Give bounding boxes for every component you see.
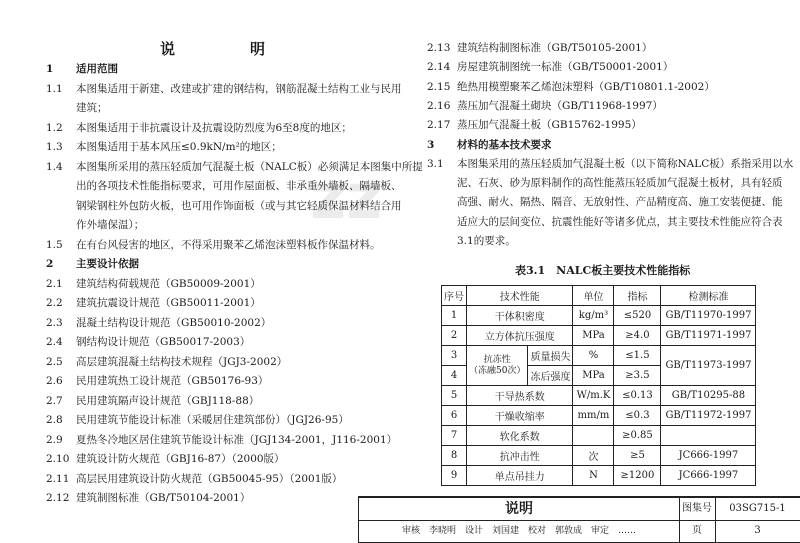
text-line [46, 180, 402, 193]
clause-text: 民用建筑节能设计标准（采暖居住建筑部份）（JGJ26-95） [76, 414, 349, 426]
text-line [46, 200, 402, 213]
text-line [46, 473, 342, 486]
text-line [46, 336, 250, 349]
text-line [46, 375, 268, 388]
text-line [46, 141, 282, 154]
text-line [46, 239, 381, 252]
clause-text: 高强、耐火、隔热、隔音、无放射性、产品精度高、施工安装便捷、能 [457, 196, 783, 209]
watermark: zz [310, 160, 383, 233]
title-block [358, 496, 800, 543]
clause-text: 民用建筑隔声设计规范（GBJ118-88） [76, 394, 260, 407]
text-line [46, 122, 352, 135]
text-line [427, 81, 715, 94]
clause-text: 建筑抗震设计规范（GB50011-2001） [76, 297, 261, 309]
text-line [46, 317, 271, 330]
clause-number: 2.12 [46, 492, 70, 504]
th-std: 检测标准 [661, 286, 756, 306]
clause-text: 作外墙保温）； [76, 219, 145, 231]
clause-text: 高层建筑混凝土结构技术规程（JGJ3-2002） [76, 355, 288, 368]
text-line [46, 219, 144, 232]
clause-number: 2 [46, 258, 54, 270]
clause-number: 3.1 [427, 157, 444, 170]
clause-text: 出的各项技术性能指标要求，可用作屋面板、非承重外墙板、隔墙板、 [76, 180, 402, 192]
text-line [427, 177, 783, 190]
clause-text: 夏热冬冷地区居住建筑节能设计标准（JGJ134-2001，J116-2001） [76, 433, 398, 446]
text-line [46, 492, 250, 505]
clause-number: 2.9 [46, 433, 63, 446]
clause-text: 本图集适用于新建、改建或扩建的钢结构，钢筋混凝土结构工业与民用 [76, 82, 402, 95]
text-line [46, 453, 285, 466]
text-line [46, 83, 402, 96]
table-header-row [442, 286, 756, 306]
text-line [46, 356, 287, 369]
clause-text: 房屋建筑制图统一标准（GB/T50001-2001） [457, 61, 674, 74]
clause-text: 本图集适用于非抗震设计及抗震设防烈度为6至8度的地区； [76, 121, 352, 134]
clause-text: 蒸压加气混凝土板（GB15762-1995） [457, 119, 642, 132]
table-row: 5 干导热系数 W/m.K ≤0.13 GB/T10295-88 [442, 386, 756, 406]
clause-text: 民用建筑热工设计规范（GB50176-93） [76, 375, 269, 387]
clause-number: 1.3 [46, 141, 63, 153]
section-heading [46, 63, 118, 76]
table-row: 6 干燥收缩率 mm/m ≤0.3 GB/T11972-1997 [442, 406, 756, 426]
clause-text: 钢结构设计规范（GB50017-2003） [76, 336, 251, 348]
table-row: 3 抗冻性 （冻融50次） 质量损失 % ≤1.5 GB/T11973-1997 [442, 346, 756, 366]
clause-text: 在有台风侵害的地区，不得采用聚苯乙烯泡沫塑料板作保温材料。 [76, 238, 381, 251]
clause-number: 2.11 [46, 472, 70, 485]
clause-number: 2.14 [427, 61, 451, 74]
clause-text: 建筑结构制图标准（GB/T50105-2001） [457, 42, 653, 54]
text-line [427, 61, 673, 74]
clause-number: 1.5 [46, 238, 63, 251]
clause-text: 钢梁钢柱外包防火板，也可用作饰面板（或与其它轻质保温材料结合用 [76, 199, 402, 212]
table-row: 4 冻后强度 MPa ≥3.5 [442, 366, 756, 386]
clause-number: 3 [427, 138, 435, 151]
clause-number: 2.10 [46, 453, 70, 465]
page-title: 说 明 [160, 40, 296, 58]
text-line [46, 278, 261, 291]
text-line [46, 395, 259, 408]
clause-text: 建筑结构荷载规范（GB50009-2001） [76, 277, 261, 290]
th-prop: 技术性能 [467, 286, 573, 306]
clause-number: 2.8 [46, 414, 63, 426]
clause-text: 高层民用建筑设计防火规范（GB50045-95）（2001版） [76, 472, 343, 485]
clause-text: 3.1的要求。 [457, 235, 516, 247]
clause-text: 泥、石灰、砂为原料制作的高性能蒸压轻质加气混凝土板材，具有轻质 [457, 177, 783, 190]
table-row: 8 抗冲击性 次 ≥5 JC666-1997 [442, 446, 756, 466]
text-line [427, 42, 652, 55]
table-caption: 表3.1 NALC板主要技术性能指标 [515, 264, 691, 277]
text-line [427, 216, 783, 229]
text-line [427, 119, 642, 132]
section-heading [46, 258, 139, 271]
clause-text: 适应大的层间变位、抗震性能好等诸多优点，其主要技术性能应符合表 [457, 215, 783, 228]
titleblock-name: 说明 [359, 498, 680, 521]
clause-number: 1 [46, 63, 54, 75]
text-line [46, 297, 261, 310]
text-line [46, 434, 397, 447]
text-line [427, 196, 783, 209]
clause-number: 2.1 [46, 277, 63, 290]
clause-number: 2.5 [46, 355, 63, 368]
table-row: 9 单点吊挂力 N ≥1200 JC666-1997 [442, 466, 756, 486]
clause-number: 2.2 [46, 297, 63, 309]
clause-number: 2.15 [427, 80, 451, 93]
clause-text: 建筑； [76, 102, 108, 114]
table-row: 1 干体积密度 kg/m³ ≤520 GB/T11970-1997 [442, 306, 756, 326]
clause-number: 2.6 [46, 375, 63, 387]
clause-text: 混凝土结构设计规范（GB50010-2002） [76, 316, 272, 329]
clause-text: 蒸压加气混凝土砌块（GB/T11968-1997） [457, 99, 663, 112]
clause-number: 2.4 [46, 336, 63, 348]
page-number: 3 [715, 520, 800, 543]
atlas-number: 03SG715-1 [715, 498, 800, 521]
clause-text: 适用范围 [76, 63, 118, 75]
th-unit: 单位 [573, 286, 614, 306]
text-line [427, 158, 793, 171]
text-line [46, 161, 423, 174]
clause-text: 建筑设计防火规范（GBJ16-87）（2000版） [76, 453, 285, 465]
clause-number: 2.7 [46, 394, 63, 407]
clause-text: 本图集适用于基本风压≤0.9kN/m²的地区； [76, 141, 282, 153]
clause-number: 1.4 [46, 160, 63, 173]
clause-number: 1.2 [46, 121, 63, 134]
clause-text: 本图集所采用的蒸压轻质加气混凝土板（NALC板）必须满足本图集中所提 [76, 160, 423, 173]
table-row: 2 立方体抗压强度 MPa ≥4.0 GB/T11971-1997 [442, 326, 756, 346]
clause-text: 建筑制图标准（GB/T50104-2001） [76, 492, 251, 504]
atlas-label: 图集号 [679, 498, 716, 521]
text-line [427, 235, 516, 248]
text-line [46, 102, 108, 115]
spec-table [441, 285, 756, 486]
clause-text: 绝热用模塑聚苯乙烯泡沫塑料（GB/T10801.1-2002） [457, 80, 715, 93]
clause-number: 2.3 [46, 316, 63, 329]
clause-number: 2.17 [427, 119, 451, 132]
page-label: 页 [679, 520, 716, 543]
section-heading [427, 139, 552, 152]
clause-number: 2.16 [427, 99, 451, 112]
text-line [46, 414, 349, 427]
clause-number: 2.13 [427, 42, 451, 54]
frost-label: 抗冻性 （冻融50次） [467, 346, 528, 386]
text-line [427, 100, 663, 113]
th-idx: 指标 [614, 286, 661, 306]
th-no: 序号 [442, 286, 467, 306]
clause-text: 材料的基本技术要求 [457, 138, 552, 151]
clause-text: 本图集采用的蒸压轻质加气混凝土板（以下简称NALC板）系指采用以水 [457, 157, 794, 170]
table-row: 7 软化系数 ≥0.85 [442, 426, 756, 446]
clause-number: 1.1 [46, 82, 63, 95]
clause-text: 主要设计依据 [76, 258, 139, 270]
signature-row: 审核 李晓明 设计 刘国建 校对 郭敦成 审定 …… [359, 520, 680, 543]
